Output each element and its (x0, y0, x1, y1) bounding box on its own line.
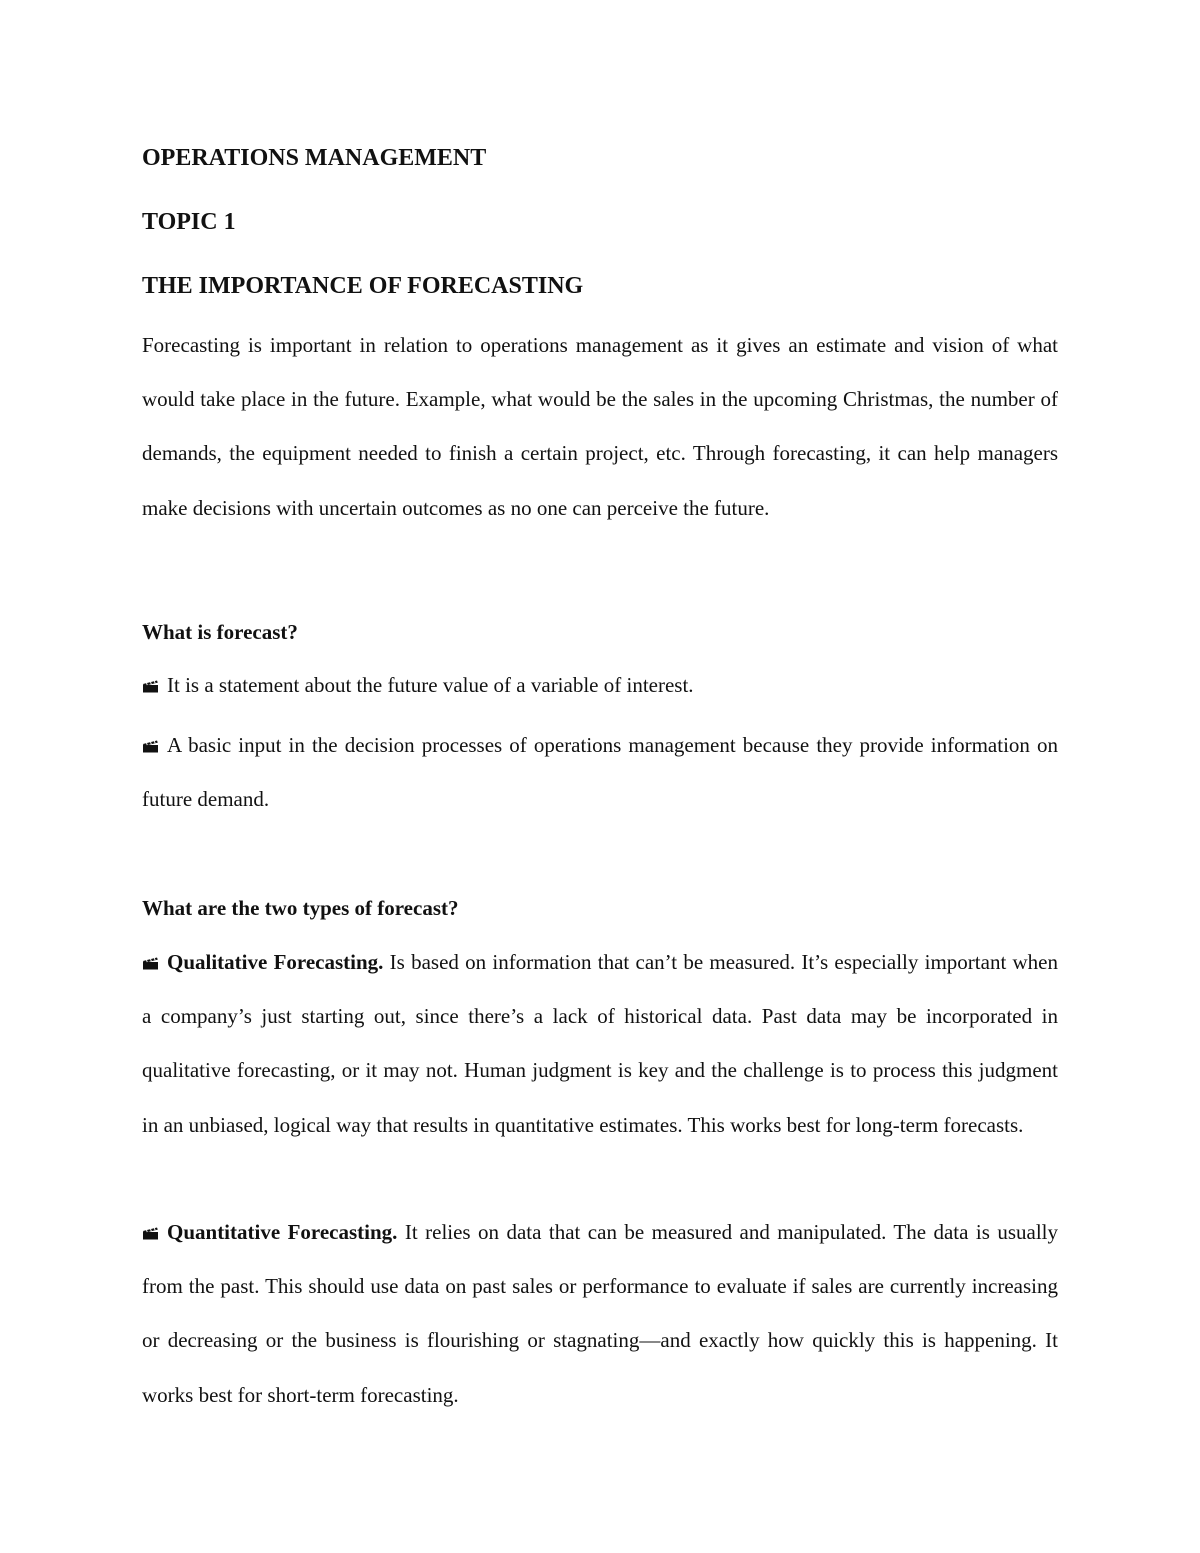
intro-paragraph: Forecasting is important in relation to operations management as it gives an estimate and vision of what would take place in the future. Example, what would be the sales in the upcoming Christmas, the number of demands, the equipment needed to finish a certain project, etc. Through forecasting, it can help managers make decisions with uncertain outcomes as no one can perceive the future. (142, 333, 1058, 520)
bullet-item-quantitative (142, 1205, 1058, 1422)
section-title: THE IMPORTANCE OF FORECASTING (142, 273, 584, 299)
bullet-text: It relies on data that can be measured and manipulated. The data is usually from the past. This should use data on past sales or performance to evaluate if sales are currently increasing or decreasing or the business is flourishing or stagnating—and exactly how quickly this is happening. It works best for short-term forecasting. (142, 1220, 1058, 1407)
bullet-term: Qualitative Forecasting. (167, 950, 384, 974)
bullet-text: It is a statement about the future value of a variable of interest. (167, 673, 694, 697)
bullet-text: A basic input in the decision processes of operations management because they provide information on future demand. (142, 733, 1058, 812)
bullet-term: Quantitative Forecasting. (167, 1220, 398, 1244)
bullet-item (142, 658, 1058, 712)
question-what-is-forecast: What is forecast? (142, 620, 298, 644)
clapperboard-icon (142, 739, 159, 753)
bullet-item (142, 718, 1058, 826)
document-title: OPERATIONS MANAGEMENT (142, 145, 487, 171)
topic-label: TOPIC 1 (142, 209, 236, 235)
bullet-text: Is based on information that can’t be measured. It’s especially important when a company’s just starting out, since there’s a lack of historical data. Past data may be incorporated in qualitative forecasting, or it may not. Human judgment is key and the challenge is to process this judgment in an unbiased, logical way that results in quantitative estimates. This works best for long-term forecasts. (142, 950, 1059, 1137)
bullet-item-qualitative (142, 935, 1058, 1152)
clapperboard-icon (142, 679, 159, 693)
clapperboard-icon (142, 1226, 159, 1240)
clapperboard-icon (142, 956, 159, 970)
question-two-types-of-forecast: What are the two types of forecast? (142, 896, 459, 920)
